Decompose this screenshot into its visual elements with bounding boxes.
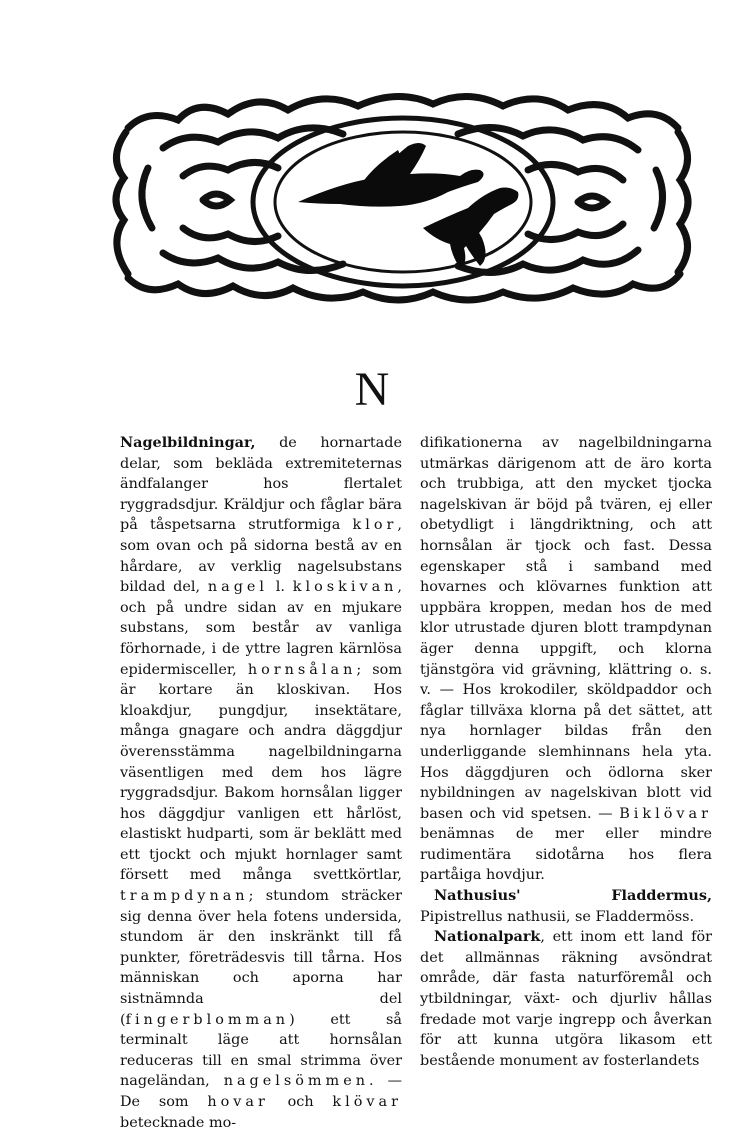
- spaced-term: fingerblomman: [125, 1011, 290, 1028]
- spaced-term: hornsålan: [247, 661, 357, 678]
- spaced-term: kloskivan: [292, 579, 398, 596]
- entry-nationalpark: Nationalpark, ett inom ett land för det allmännas räkning avsöndrat område, där fasta naturföremål och ytbildningar, växt- och djurliv hållas fredade mot varje ingrepp och åverkan för att kunna utgöra likasom ett bestående monument av fosterlandets: [420, 928, 712, 1069]
- entry-title: Nathusius' Fladdermus,: [434, 887, 712, 905]
- spaced-term: Biklövar: [619, 805, 712, 822]
- clouds-geese-vignette: [108, 88, 694, 310]
- spaced-term: nagel: [207, 579, 269, 596]
- right-column: [420, 433, 712, 1071]
- section-letter: N: [354, 363, 390, 416]
- spaced-term: klövar: [332, 1094, 402, 1110]
- entry-title: Nagelbildningar,: [120, 434, 256, 451]
- spaced-term: trampdynan: [120, 888, 249, 905]
- entry-title: Nationalpark: [434, 928, 541, 946]
- entry-nagelbildningar: Nagelbildningar, de hornartade delar, som bekläda extremiteternas ändfalanger hos flertalet ryggradsdjur. Kräldjur och fåglar bära på tåspetsarna strutformiga klor, som ovan och på sidorna bestå av en hårdare, av verklig nagelsubstans bildad del, nagel l. kloskivan, och på undre sidan av en mjukare substans, som består av vanliga förhornade, i de yttre lagren kärnlösa epidermisceller, hornsålan; som är kortare än kloskivan. Hos kloakdjur, pungdjur, insektätare, många gnagare och andra däggdjur överensstämma nagelbildningarna väsentligen med dem hos lägre ryggradsdjur. Bakom hornsålan ligger hos däggdjur vanligen ett hårlöst, elastiskt hudparti, som är beklätt med ett tjockt och mjukt hornlager samt försett med många svettkörtlar, trampdynan; stundom sträcker sig denna över hela fotens undersida, stundom är den inskränkt till få punkter, företrädesvis till tårna. Hos människan och aporna har sistnämnda del (fingerblomman) ett så terminalt läge att hornsålan reduceras till en smal strimma över nageländan, nagelsömmen. — De som hovar och klövar betecknade mo-: [120, 434, 402, 1131]
- spaced-term: hovar: [207, 1094, 269, 1110]
- spaced-term: nagelsömmen: [223, 1073, 369, 1090]
- clouds-with-two-flying-geese-illustration: [108, 88, 694, 310]
- spaced-term: klor: [352, 517, 398, 534]
- entry-nagelbildningar-continued: difikationerna av nagelbildningarna utmärkas därigenom att de äro korta och trubbiga, att den mycket tjocka nagelskivan är böjd på tvären, ej eller obetydligt i längdriktning, och att hornsålan är tjock och fast. Dessa egenskaper stå i samband med hovarnes och klövarnes funktion att uppbära kroppen, medan hos de med klor utrustade djuren blott trampdynan äger denna uppgift, och klorna tjänstgöra vid grävning, klättring o. s. v. — Hos krokodiler, sköldpaddor och fåglar tillväxa klorna på det sättet, att nya hornlager bildas från den underliggande slemhinnans hela yta. Hos däggdjuren och ödlorna sker nybildningen av nagelskivan blott vid basen och vid spetsen. — Biklövar benämnas de mer eller mindre rudimentära sidotårna hos flera partåiga hovdjur.: [420, 435, 712, 884]
- entry-nathusius-fladdermus: Nathusius' Fladdermus, Pipistrellus nathusii, se Fladdermöss.: [420, 887, 712, 925]
- left-column: [120, 433, 402, 1133]
